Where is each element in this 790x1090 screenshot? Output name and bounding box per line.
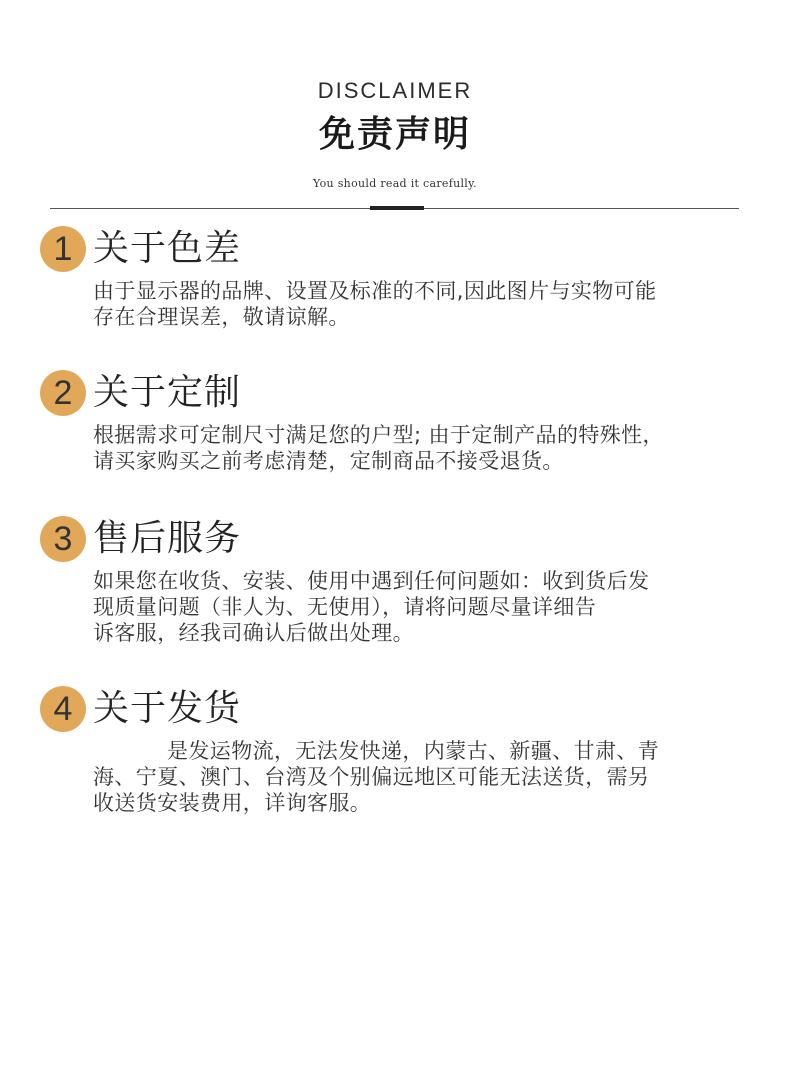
header-title-en: DISCLAIMER [317, 78, 473, 103]
section-line: 是发运物流，无法发快递，内蒙古、新疆、甘肃、青 [167, 739, 660, 763]
section-title: 关于定制 [93, 372, 242, 413]
section-line: 诉客服，经我司确认后做出处理。 [93, 621, 414, 645]
section-title: 关于发货 [93, 688, 242, 729]
section-body [93, 422, 758, 474]
section-line: 请买家购买之前考虑清楚，定制商品不接受退货。 [93, 449, 564, 473]
header-divider-accent [370, 206, 424, 210]
section-body [93, 738, 758, 816]
section-number-badge: 4 [40, 686, 86, 732]
section-line: 收送货安装费用，详询客服。 [93, 791, 372, 815]
section-body [93, 568, 758, 646]
section-line: 由于显示器的品牌、设置及标准的不同,因此图片与实物可能 [93, 279, 657, 303]
section-number-badge: 3 [40, 516, 86, 562]
section-title: 关于色差 [93, 228, 242, 269]
section-line: 存在合理误差，敬请谅解。 [93, 305, 350, 329]
section-line: 如果您在收货、安装、使用中遇到任何问题如：收到货后发 [93, 569, 650, 593]
section-title: 售后服务 [93, 518, 242, 559]
header-title-cn: 免责声明 [318, 114, 471, 155]
section-line: 海、宁夏、澳门、台湾及个别偏远地区可能无法送货，需另 [93, 765, 650, 789]
header-subtitle: You should read it carefully. [313, 177, 477, 190]
section-line: 现质量问题（非人为、无使用），请将问题尽量详细告 [93, 595, 597, 619]
section-number-badge: 1 [40, 226, 86, 272]
section-line: 根据需求可定制尺寸满足您的户型; 由于定制产品的特殊性， [93, 423, 664, 447]
section-number-badge: 2 [40, 370, 86, 416]
section-body [93, 278, 758, 330]
